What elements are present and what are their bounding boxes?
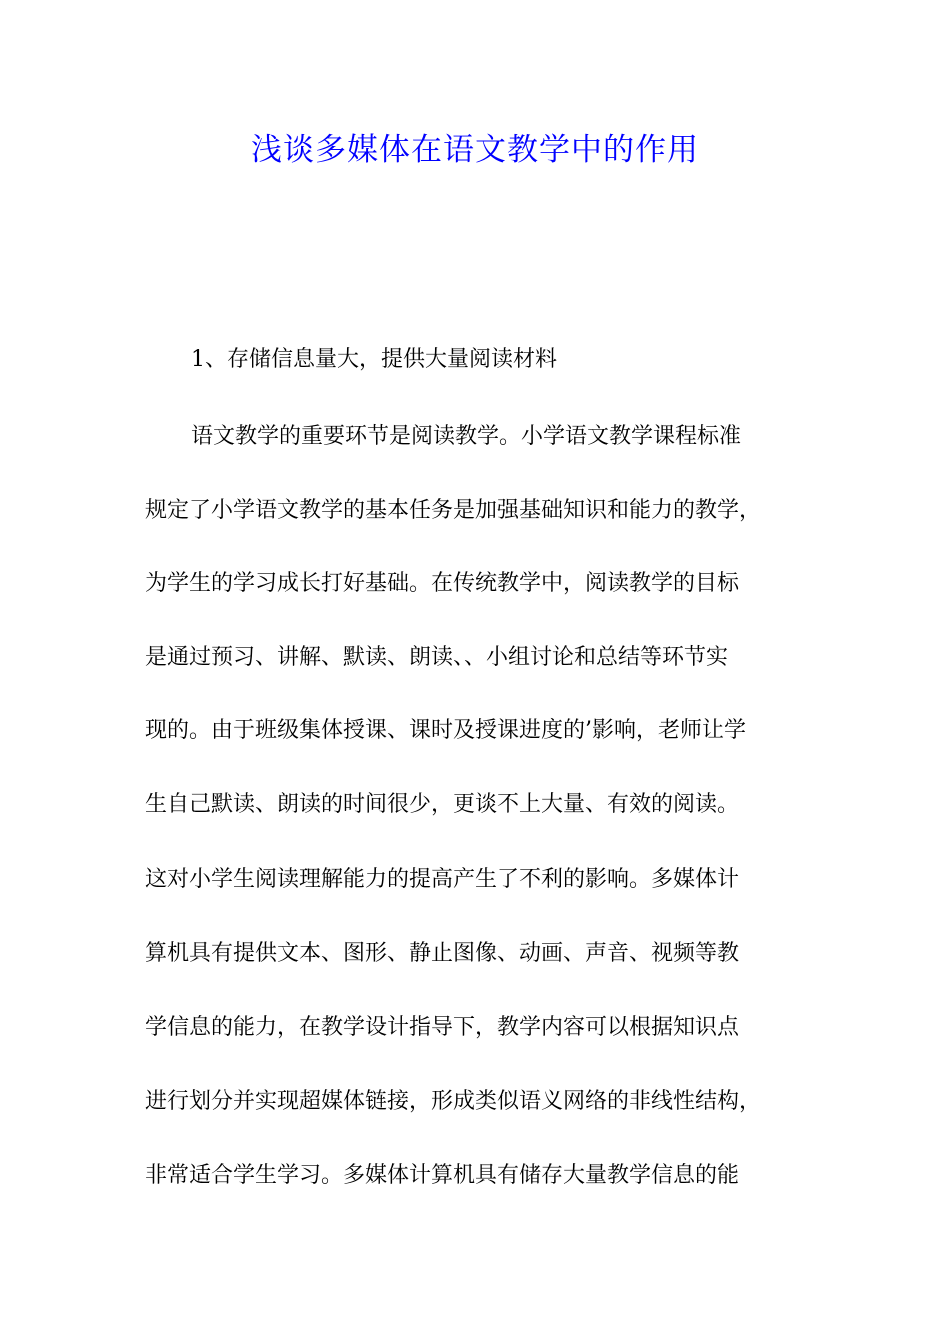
paragraph-line: 非常适合学生学习。多媒体计算机具有储存大量教学信息的能	[145, 1163, 740, 1188]
paragraph-line: 学信息的能力，在教学设计指导下，教学内容可以根据知识点	[145, 1015, 740, 1040]
paragraph-line: 为学生的学习成长打好基础。在传统教学中，阅读教学的目标	[145, 571, 740, 596]
paragraph-line: 生自己默读、朗读的时间很少，更谈不上大量、有效的阅读。	[145, 792, 740, 817]
paragraph-line: 语文教学的重要环节是阅读教学。小学语文教学课程标准	[191, 424, 742, 449]
paragraph-line: 是通过预习、讲解、默读、朗读、、小组讨论和总结等环节实	[145, 645, 729, 670]
document-title: 浅谈多媒体在语文教学中的作用	[251, 132, 699, 168]
paragraph-line: 规定了小学语文教学的基本任务是加强基础知识和能力的教学，	[145, 498, 762, 523]
paragraph-line: 现的。由于班级集体授课、课时及授课进度的’影响，老师让学	[145, 718, 746, 743]
paragraph-line: 进行划分并实现超媒体链接，形成类似语义网络的非线性结构，	[145, 1089, 762, 1114]
paragraph-line: 算机具有提供文本、图形、静止图像、动画、声音、视频等教	[145, 941, 740, 966]
section-heading: 1、存储信息量大，提供大量阅读材料	[191, 347, 557, 372]
paragraph-line: 这对小学生阅读理解能力的提高产生了不利的影响。多媒体计	[145, 867, 740, 892]
